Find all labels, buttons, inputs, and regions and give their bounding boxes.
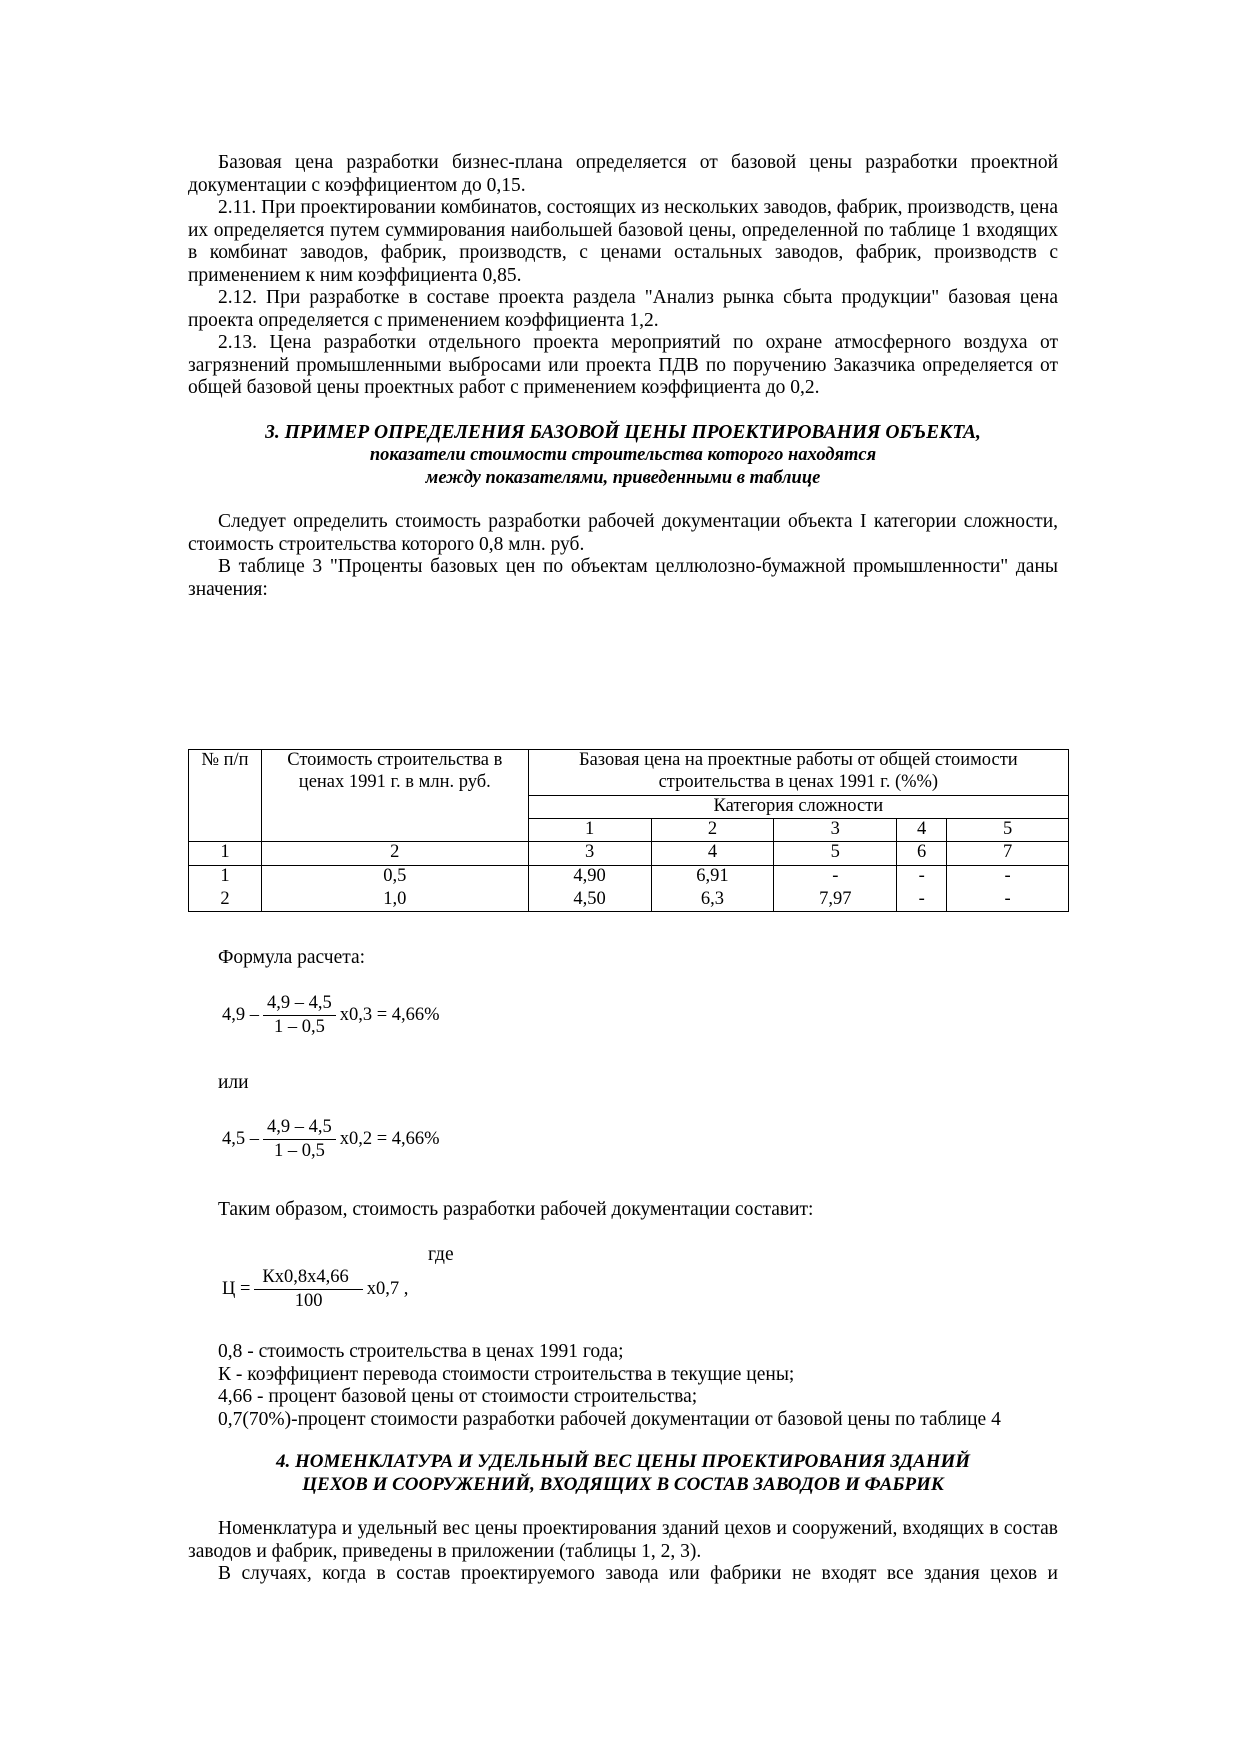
section3-title: 3. ПРИМЕР ОПРЕДЕЛЕНИЯ БАЗОВОЙ ЦЕНЫ ПРОЕКТИРОВАНИЯ ОБЪЕКТА, — [265, 421, 981, 443]
fraction-denominator: 1 – 0,5 — [263, 1139, 336, 1162]
document-page — [188, 152, 1058, 601]
table-cell: - — [897, 866, 947, 889]
definition-item: 0,7(70%)-процент стоимости разработки рабочей документации от базовой цены по таблице 4 — [218, 1408, 1001, 1430]
definition-item: К - коэффициент перевода стоимости строительства в текущие цены; — [218, 1363, 795, 1385]
header-no: № п/п — [189, 750, 262, 842]
table-cell: 0,5 — [261, 866, 528, 889]
table-cell: 1 — [189, 866, 262, 889]
section4-title: ЦЕХОВ И СООРУЖЕНИЙ, ВХОДЯЩИХ В СОСТАВ ЗАВОДОВ И ФАБРИК — [302, 1473, 944, 1495]
paragraph: 2.11. При проектировании комбинатов, состоящих из нескольких заводов, фабрик, производств, цена их определяется путем суммирования наибольшей базовой цены, определенной по таблице 1 входящих в комбинат заводов, фабрик, производств, с ценами остальных заводов, фабрик, производств с применением к ним коэффициента 0,85. — [188, 197, 1058, 286]
fraction-numerator: 4,9 – 4,5 — [267, 993, 332, 1013]
header-base-price: Базовая цена на проектные работы от общей стоимости строительства в ценах 1991 г. (%%) — [528, 750, 1068, 796]
table-cell: 1,0 — [261, 889, 528, 912]
formula-lead: Ц = — [222, 1279, 251, 1299]
fraction — [263, 993, 336, 1038]
table-cell: 2 — [189, 889, 262, 912]
paragraph: Номенклатура и удельный вес цены проектирования зданий цехов и сооружений, входящих в состав заводов и фабрик, приведены в приложении (таблицы 1, 2, 3). — [188, 1518, 1058, 1562]
table-cell: 4,90 — [528, 866, 651, 889]
table-row — [189, 866, 1069, 889]
where-label: где — [428, 1244, 454, 1265]
fraction-denominator: 1 – 0,5 — [263, 1015, 336, 1038]
table-cell: - — [947, 866, 1069, 889]
table-cell: 6,3 — [651, 889, 774, 912]
header-cost: Стоимость строительства в ценах 1991 г. в млн. руб. — [261, 750, 528, 842]
formula-tail: x0,3 = 4,66% — [339, 1005, 440, 1025]
table-cell: - — [897, 889, 947, 912]
table-row — [189, 889, 1069, 912]
category-cell: 1 — [528, 819, 651, 842]
definitions — [188, 1341, 1058, 1586]
paragraph: 2.12. При разработке в составе проекта раздела "Анализ рынка сбыта продукции" базовая цена проекта определяется с применением коэффициента 1,2. — [188, 287, 1058, 331]
formula-3 — [222, 1267, 408, 1312]
fraction — [254, 1267, 362, 1312]
table-cell: 6 — [897, 842, 947, 866]
fraction-numerator: Кx0,8x4,66 — [262, 1267, 349, 1287]
table-cell: 5 — [774, 842, 897, 866]
table-cell: 1 — [189, 842, 262, 866]
header-category: Категория сложности — [528, 796, 1068, 819]
formula-2 — [222, 1117, 440, 1162]
paragraph: Базовая цена разработки бизнес-плана определяется от базовой цены разработки проектной документации с коэффициентом до 0,15. — [188, 152, 1058, 196]
fraction-denominator: 100 — [254, 1289, 362, 1312]
table-cell: 6,91 — [651, 866, 774, 889]
fraction-numerator: 4,9 – 4,5 — [267, 1117, 332, 1137]
formula-tail: x0,7 , — [366, 1279, 409, 1299]
paragraph: В случаях, когда в состав проектируемого завода или фабрики не входят все здания цехов и — [218, 1563, 1058, 1584]
paragraph: В таблице 3 "Проценты базовых цен по объектам целлюлозно-бумажной промышленности" даны значения: — [188, 556, 1058, 600]
fraction — [263, 1117, 336, 1162]
table-cell: - — [947, 889, 1069, 912]
table-cell: 7 — [947, 842, 1069, 866]
definition-item: 0,8 - стоимость строительства в ценах 1991 года; — [218, 1341, 624, 1362]
formula-lead: 4,5 – — [222, 1129, 259, 1149]
result-label: Таким образом, стоимость разработки рабочей документации составит: — [218, 1199, 814, 1220]
formula-1 — [222, 993, 440, 1038]
table-cell: 4,50 — [528, 889, 651, 912]
category-cell: 2 — [651, 819, 774, 842]
base-price-table — [188, 749, 1069, 912]
section3-subtitle: показатели стоимости строительства которого находятся — [369, 445, 877, 465]
category-cell: 3 — [774, 819, 897, 842]
category-cell: 4 — [897, 819, 947, 842]
table-cell: 7,97 — [774, 889, 897, 912]
section3-subtitle: между показателями, приведенными в таблице — [425, 467, 821, 488]
or-label: или — [218, 1072, 249, 1093]
column-number-row — [189, 842, 1069, 866]
formula-label: Формула расчета: — [218, 947, 366, 968]
formula-tail: x0,2 = 4,66% — [339, 1129, 440, 1149]
table-cell: 4 — [651, 842, 774, 866]
table-cell: - — [774, 866, 897, 889]
table-cell: 2 — [261, 842, 528, 866]
category-cell: 5 — [947, 819, 1069, 842]
definition-item: 4,66 - процент базовой цены от стоимости строительства; — [218, 1386, 698, 1407]
table-cell: 3 — [528, 842, 651, 866]
paragraph: Следует определить стоимость разработки рабочей документации объекта I категории сложности, стоимость строительства которого 0,8 млн. руб. — [188, 511, 1058, 555]
paragraph: 2.13. Цена разработки отдельного проекта мероприятий по охране атмосферного воздуха от загрязнений промышленными выбросами или проекта ПДВ по поручению Заказчика определяется от общей базовой цены проектных работ с применением коэффициента до 0,2. — [188, 332, 1058, 398]
section4-title: 4. НОМЕНКЛАТУРА И УДЕЛЬНЫЙ ВЕС ЦЕНЫ ПРОЕКТИРОВАНИЯ ЗДАНИЙ — [275, 1451, 971, 1472]
formula-lead: 4,9 – — [222, 1005, 259, 1025]
